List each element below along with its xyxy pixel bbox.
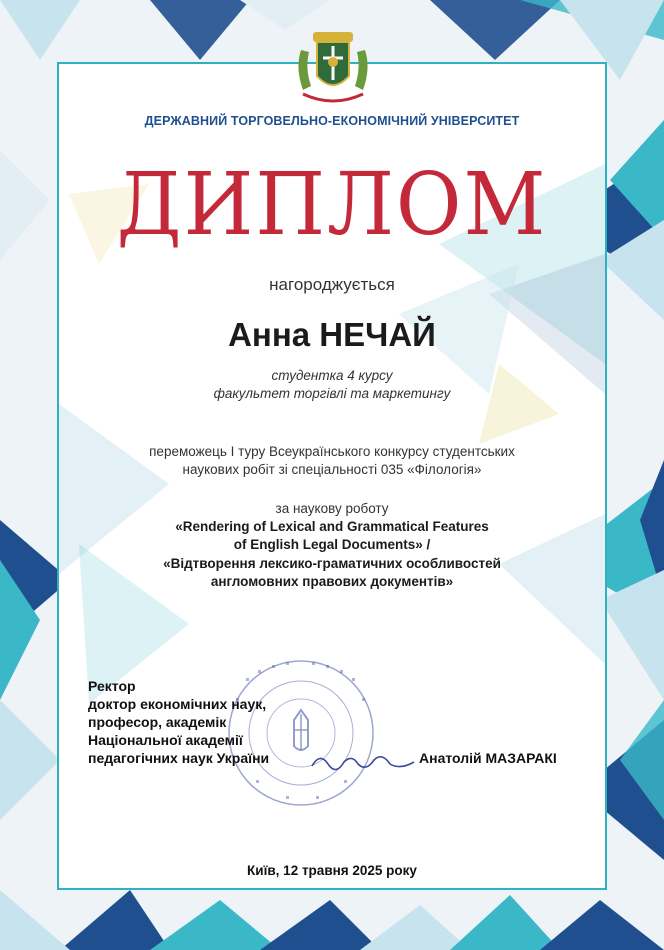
place-date: Київ, 12 травня 2025 року (247, 863, 417, 878)
achievement-line-2: наукових робіт зі спеціальності 035 «Філологія» (182, 462, 482, 477)
rector-title-block (88, 677, 418, 767)
signature-line: професор, академік (88, 714, 227, 730)
university-coat-of-arms-icon (287, 28, 379, 110)
university-name: ДЕРЖАВНИЙ ТОРГОВЕЛЬНО-ЕКОНОМІЧНИЙ УНІВЕРСИТЕТ (144, 114, 520, 128)
rector-name: Анатолій МАЗАРАКІ (419, 750, 557, 766)
work-title-line: «Відтворення лексико-граматичних особливостей (163, 556, 501, 571)
student-faculty: факультет торгівлі та маркетингу (213, 386, 451, 401)
work-title-line: англомовних правових документів» (210, 574, 454, 589)
signature-line: Ректор (88, 678, 136, 694)
bottom-triangles (0, 890, 664, 950)
signature-line: доктор економічних наук, (88, 696, 267, 712)
signature-line: педагогічних наук України (88, 750, 270, 766)
work-intro: за наукову роботу (275, 501, 389, 516)
signature-line: Національної академії (88, 732, 243, 748)
awarded-text: нагороджується (269, 275, 395, 294)
work-title-line: of English Legal Documents» / (233, 537, 431, 552)
diploma-title: ДИПЛОМ (116, 154, 548, 255)
achievement-line-1: переможець I туру Всеукраїнського конкурсу студентських (149, 444, 515, 459)
work-title-line: «Rendering of Lexical and Grammatical Features (175, 519, 489, 534)
student-course: студентка 4 курсу (271, 368, 393, 383)
recipient-name: Анна НЕЧАЙ (228, 316, 436, 353)
